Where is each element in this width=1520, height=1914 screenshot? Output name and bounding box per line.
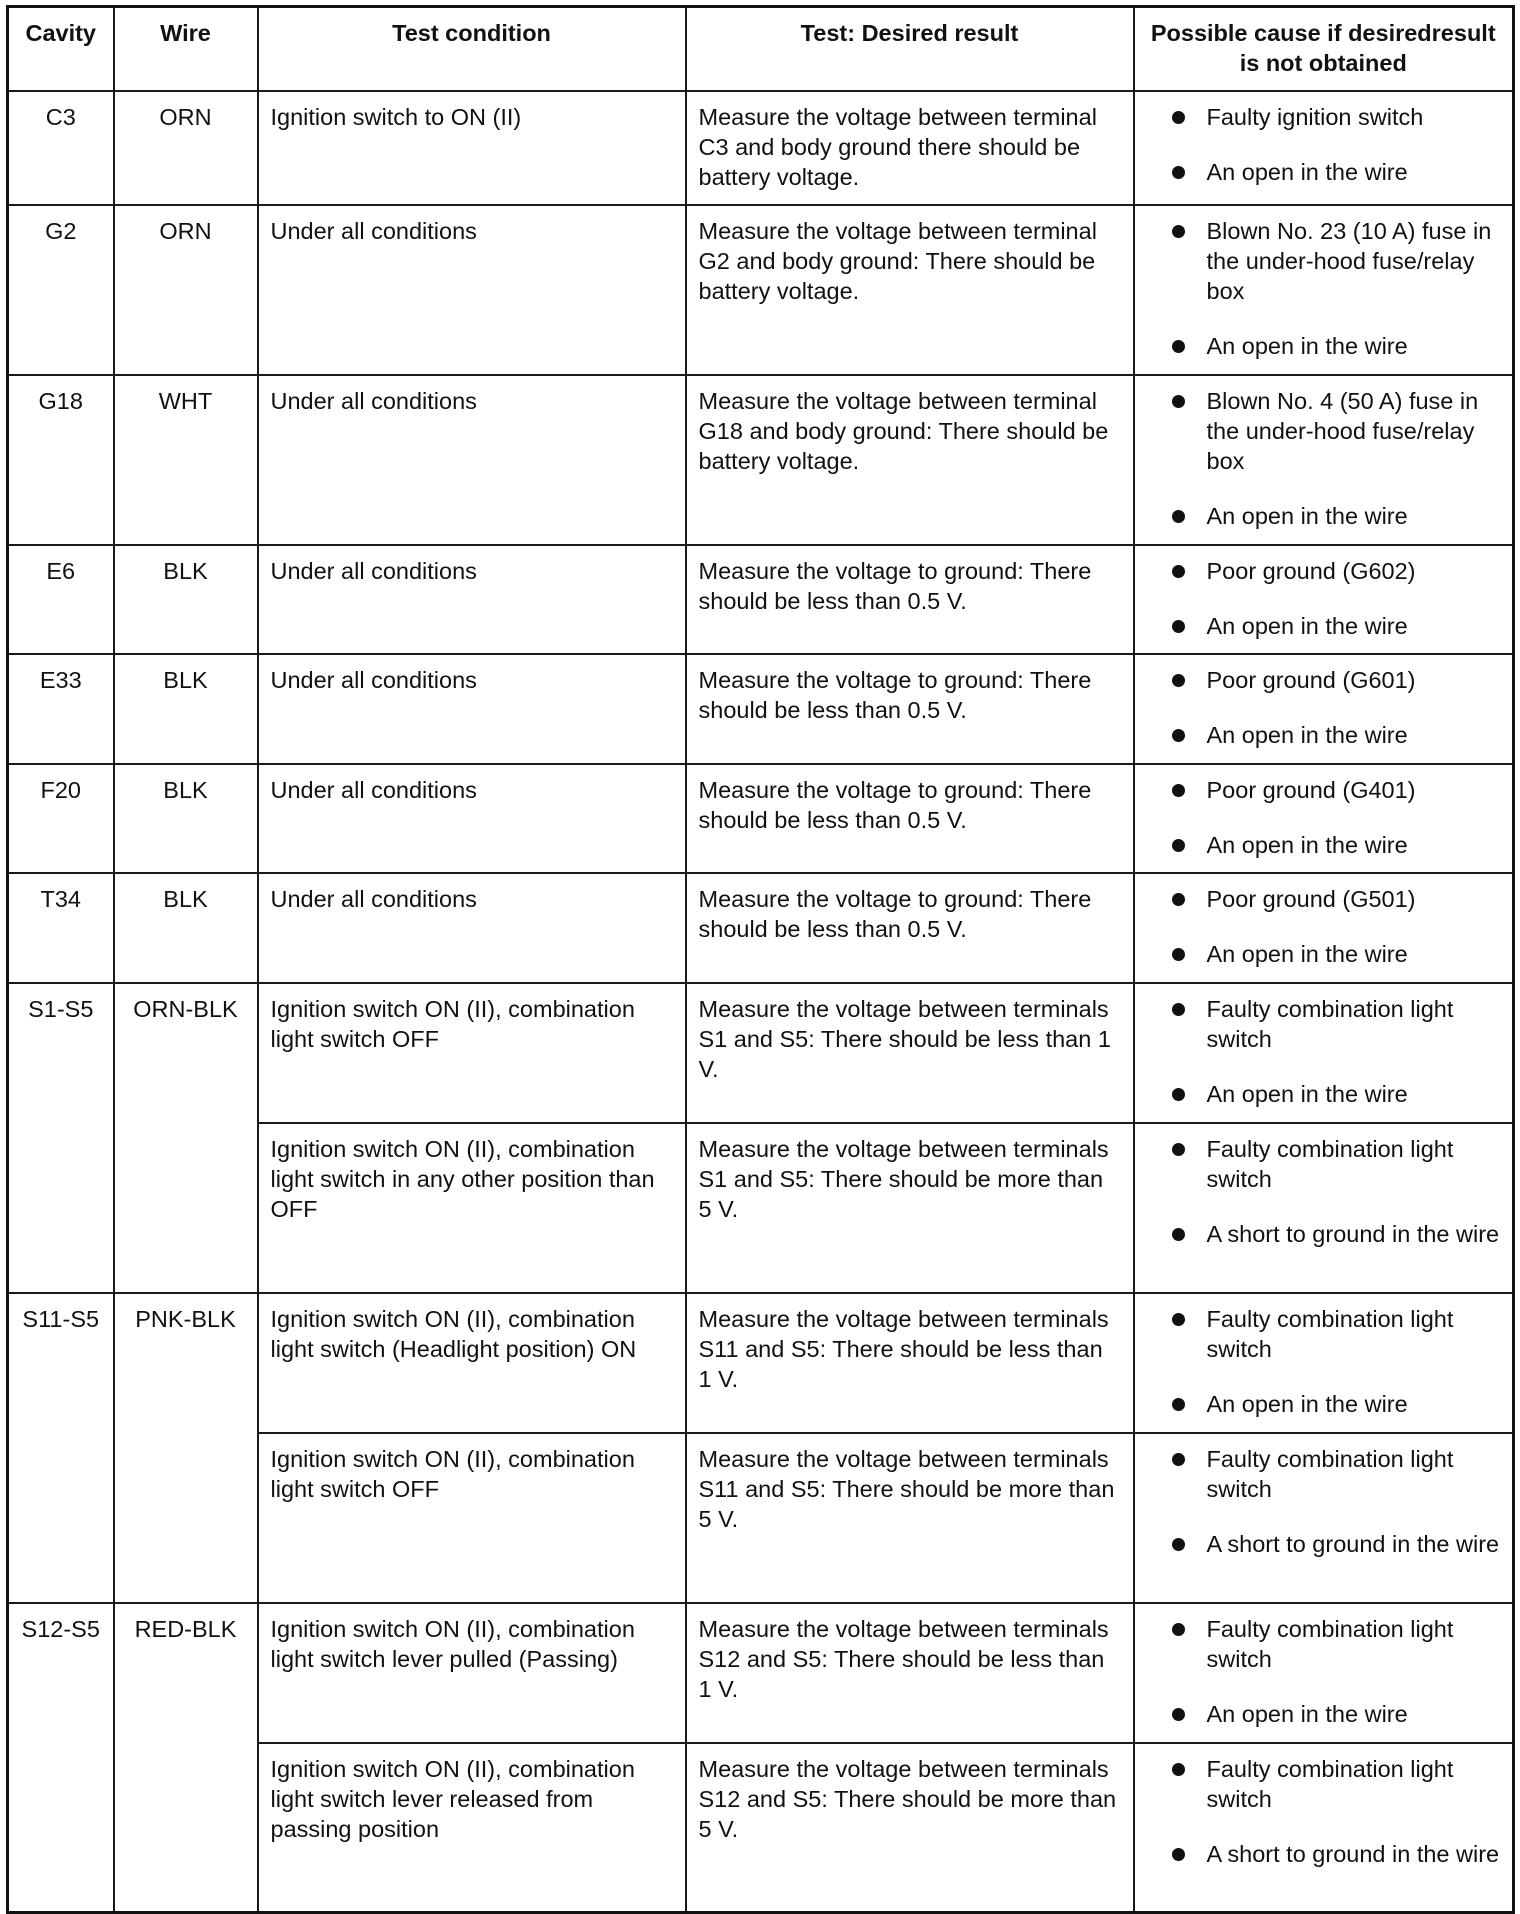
wire-cell: BLK [114, 873, 258, 983]
test-condition-cell: Under all conditions [258, 205, 686, 375]
bullet-icon [1172, 111, 1185, 124]
cause-text: Faulty combination light switch [1206, 1615, 1454, 1672]
cause-text: An open in the wire [1206, 612, 1408, 639]
header-wire: Wire [114, 7, 258, 91]
possible-cause-cell [1134, 91, 1514, 205]
table-row [8, 205, 1514, 375]
bullet-icon [1172, 839, 1185, 852]
table-row [8, 873, 1514, 983]
cause-list [1147, 216, 1501, 361]
cause-item [1147, 611, 1501, 641]
desired-result-cell: Measure the voltage between terminal G18 and body ground: There should be battery voltage. [686, 375, 1134, 545]
bullet-icon [1172, 340, 1185, 353]
cause-text: Faulty combination light switch [1206, 1755, 1454, 1812]
bullet-icon [1172, 674, 1185, 687]
cause-text: Faulty combination light switch [1206, 1445, 1454, 1502]
cause-text: An open in the wire [1206, 502, 1408, 529]
cause-text: Blown No. 23 (10 A) fuse in the under-hood fuse/relay box [1206, 217, 1492, 304]
possible-cause-cell [1134, 654, 1514, 764]
header-possible-cause: Possible cause if desiredresult is not obtained [1134, 7, 1514, 91]
possible-cause-cell [1134, 205, 1514, 375]
cause-item [1147, 1754, 1501, 1814]
header-desired-result: Test: Desired result [686, 7, 1134, 91]
cause-text: An open in the wire [1206, 1700, 1408, 1727]
test-condition-cell: Under all conditions [258, 873, 686, 983]
cause-list [1147, 775, 1501, 860]
cause-item [1147, 1839, 1501, 1869]
cavity-cell: E33 [8, 654, 114, 764]
table-row [8, 764, 1514, 873]
table-row [8, 375, 1514, 545]
cause-item [1147, 556, 1501, 586]
cavity-cell: G18 [8, 375, 114, 545]
wire-cell: BLK [114, 764, 258, 873]
cause-text: Poor ground (G601) [1206, 666, 1416, 693]
desired-result-cell: Measure the voltage between terminals S12 and S5: There should be less than 1 V. [686, 1603, 1134, 1743]
cavity-cell: S11-S5 [8, 1293, 114, 1603]
cause-item [1147, 939, 1501, 969]
possible-cause-cell [1134, 1603, 1514, 1743]
cause-item [1147, 157, 1501, 187]
header-cavity: Cavity [8, 7, 114, 91]
table-row [8, 1603, 1514, 1743]
bullet-icon [1172, 166, 1185, 179]
cause-list [1147, 102, 1501, 187]
cause-list [1147, 1134, 1501, 1249]
cause-item [1147, 775, 1501, 805]
cause-list [1147, 994, 1501, 1109]
bullet-icon [1172, 620, 1185, 633]
table-row [8, 1293, 1514, 1433]
bullet-icon [1172, 565, 1185, 578]
cause-text: Faulty combination light switch [1206, 1135, 1454, 1192]
test-condition-cell: Ignition switch to ON (II) [258, 91, 686, 205]
cavity-cell: T34 [8, 873, 114, 983]
bullet-icon [1172, 510, 1185, 523]
possible-cause-cell [1134, 1123, 1514, 1293]
desired-result-cell: Measure the voltage between terminals S11 and S5: There should be less than 1 V. [686, 1293, 1134, 1433]
bullet-icon [1172, 1003, 1185, 1016]
diagnostic-table [6, 5, 1515, 1914]
cause-item [1147, 994, 1501, 1054]
cause-text: An open in the wire [1206, 940, 1408, 967]
cause-text: An open in the wire [1206, 721, 1408, 748]
cause-item [1147, 1444, 1501, 1504]
cause-item [1147, 1079, 1501, 1109]
test-condition-cell: Ignition switch ON (II), combination light switch OFF [258, 1433, 686, 1603]
cause-item [1147, 830, 1501, 860]
cause-item [1147, 501, 1501, 531]
table-row [8, 91, 1514, 205]
cause-text: A short to ground in the wire [1206, 1840, 1500, 1867]
desired-result-cell: Measure the voltage to ground: There should be less than 0.5 V. [686, 873, 1134, 983]
desired-result-cell: Measure the voltage to ground: There should be less than 0.5 V. [686, 545, 1134, 654]
cause-list [1147, 1614, 1501, 1729]
wire-cell: RED-BLK [114, 1603, 258, 1913]
cause-item [1147, 720, 1501, 750]
wire-cell: ORN [114, 205, 258, 375]
cause-item [1147, 331, 1501, 361]
desired-result-cell: Measure the voltage between terminal C3 and body ground there should be battery voltage. [686, 91, 1134, 205]
possible-cause-cell [1134, 545, 1514, 654]
cause-list [1147, 556, 1501, 641]
possible-cause-cell [1134, 1293, 1514, 1433]
table-row [8, 654, 1514, 764]
cause-item [1147, 386, 1501, 476]
cause-item [1147, 884, 1501, 914]
cause-item [1147, 1219, 1501, 1249]
cavity-cell: E6 [8, 545, 114, 654]
bullet-icon [1172, 1848, 1185, 1861]
bullet-icon [1172, 1708, 1185, 1721]
test-condition-cell: Under all conditions [258, 375, 686, 545]
cause-item [1147, 102, 1501, 132]
desired-result-cell: Measure the voltage to ground: There should be less than 0.5 V. [686, 764, 1134, 873]
wire-cell: ORN [114, 91, 258, 205]
wire-cell: PNK-BLK [114, 1293, 258, 1603]
cause-text: A short to ground in the wire [1206, 1220, 1500, 1247]
cause-list [1147, 884, 1501, 969]
possible-cause-cell [1134, 1433, 1514, 1603]
bullet-icon [1172, 225, 1185, 238]
cause-text: An open in the wire [1206, 332, 1408, 359]
cause-list [1147, 386, 1501, 531]
header-test-condition: Test condition [258, 7, 686, 91]
cause-text: Faulty combination light switch [1206, 1305, 1454, 1362]
table-row [8, 983, 1514, 1123]
bullet-icon [1172, 1763, 1185, 1776]
test-condition-cell: Ignition switch ON (II), combination light switch OFF [258, 983, 686, 1123]
cause-list [1147, 665, 1501, 750]
bullet-icon [1172, 1453, 1185, 1466]
cause-list [1147, 1304, 1501, 1419]
bullet-icon [1172, 1143, 1185, 1156]
cavity-cell: S1-S5 [8, 983, 114, 1293]
cause-item [1147, 665, 1501, 695]
test-condition-cell: Ignition switch ON (II), combination light switch (Headlight position) ON [258, 1293, 686, 1433]
desired-result-cell: Measure the voltage between terminals S12 and S5: There should be more than 5 V. [686, 1743, 1134, 1913]
wire-cell: ORN-BLK [114, 983, 258, 1293]
desired-result-cell: Measure the voltage between terminals S11 and S5: There should be more than 5 V. [686, 1433, 1134, 1603]
bullet-icon [1172, 1538, 1185, 1551]
possible-cause-cell [1134, 873, 1514, 983]
cause-item [1147, 1304, 1501, 1364]
cause-text: An open in the wire [1206, 831, 1408, 858]
desired-result-cell: Measure the voltage between terminal G2 and body ground: There should be battery voltage. [686, 205, 1134, 375]
wire-cell: WHT [114, 375, 258, 545]
cause-item [1147, 1529, 1501, 1559]
test-condition-cell: Ignition switch ON (II), combination light switch in any other position than OFF [258, 1123, 686, 1293]
cavity-cell: F20 [8, 764, 114, 873]
bullet-icon [1172, 729, 1185, 742]
cause-text: Poor ground (G602) [1206, 557, 1416, 584]
bullet-icon [1172, 893, 1185, 906]
cause-text: An open in the wire [1206, 158, 1408, 185]
table-row [8, 545, 1514, 654]
bullet-icon [1172, 1398, 1185, 1411]
cause-text: Blown No. 4 (50 A) fuse in the under-hood fuse/relay box [1206, 387, 1479, 474]
bullet-icon [1172, 1228, 1185, 1241]
header-row [8, 7, 1514, 91]
cavity-cell: C3 [8, 91, 114, 205]
cause-item [1147, 1134, 1501, 1194]
bullet-icon [1172, 948, 1185, 961]
bullet-icon [1172, 1088, 1185, 1101]
bullet-icon [1172, 1313, 1185, 1326]
wire-cell: BLK [114, 654, 258, 764]
cause-item [1147, 1614, 1501, 1674]
possible-cause-cell [1134, 764, 1514, 873]
cause-text: Faulty ignition switch [1206, 103, 1424, 130]
cause-list [1147, 1754, 1501, 1869]
cause-text: Poor ground (G501) [1206, 885, 1416, 912]
cause-item [1147, 216, 1501, 306]
possible-cause-cell [1134, 375, 1514, 545]
cavity-cell: S12-S5 [8, 1603, 114, 1913]
cause-text: An open in the wire [1206, 1390, 1408, 1417]
bullet-icon [1172, 395, 1185, 408]
cause-text: A short to ground in the wire [1206, 1530, 1500, 1557]
bullet-icon [1172, 1623, 1185, 1636]
cause-item [1147, 1699, 1501, 1729]
cause-text: Poor ground (G401) [1206, 776, 1416, 803]
cause-item [1147, 1389, 1501, 1419]
desired-result-cell: Measure the voltage to ground: There should be less than 0.5 V. [686, 654, 1134, 764]
test-condition-cell: Under all conditions [258, 764, 686, 873]
desired-result-cell: Measure the voltage between terminals S1 and S5: There should be less than 1 V. [686, 983, 1134, 1123]
test-condition-cell: Under all conditions [258, 545, 686, 654]
cavity-cell: G2 [8, 205, 114, 375]
possible-cause-cell [1134, 1743, 1514, 1913]
bullet-icon [1172, 784, 1185, 797]
cause-list [1147, 1444, 1501, 1559]
wire-cell: BLK [114, 545, 258, 654]
test-condition-cell: Under all conditions [258, 654, 686, 764]
cause-text: An open in the wire [1206, 1080, 1408, 1107]
cause-text: Faulty combination light switch [1206, 995, 1454, 1052]
possible-cause-cell [1134, 983, 1514, 1123]
desired-result-cell: Measure the voltage between terminals S1 and S5: There should be more than 5 V. [686, 1123, 1134, 1293]
test-condition-cell: Ignition switch ON (II), combination light switch lever released from passing position [258, 1743, 686, 1913]
test-condition-cell: Ignition switch ON (II), combination light switch lever pulled (Passing) [258, 1603, 686, 1743]
